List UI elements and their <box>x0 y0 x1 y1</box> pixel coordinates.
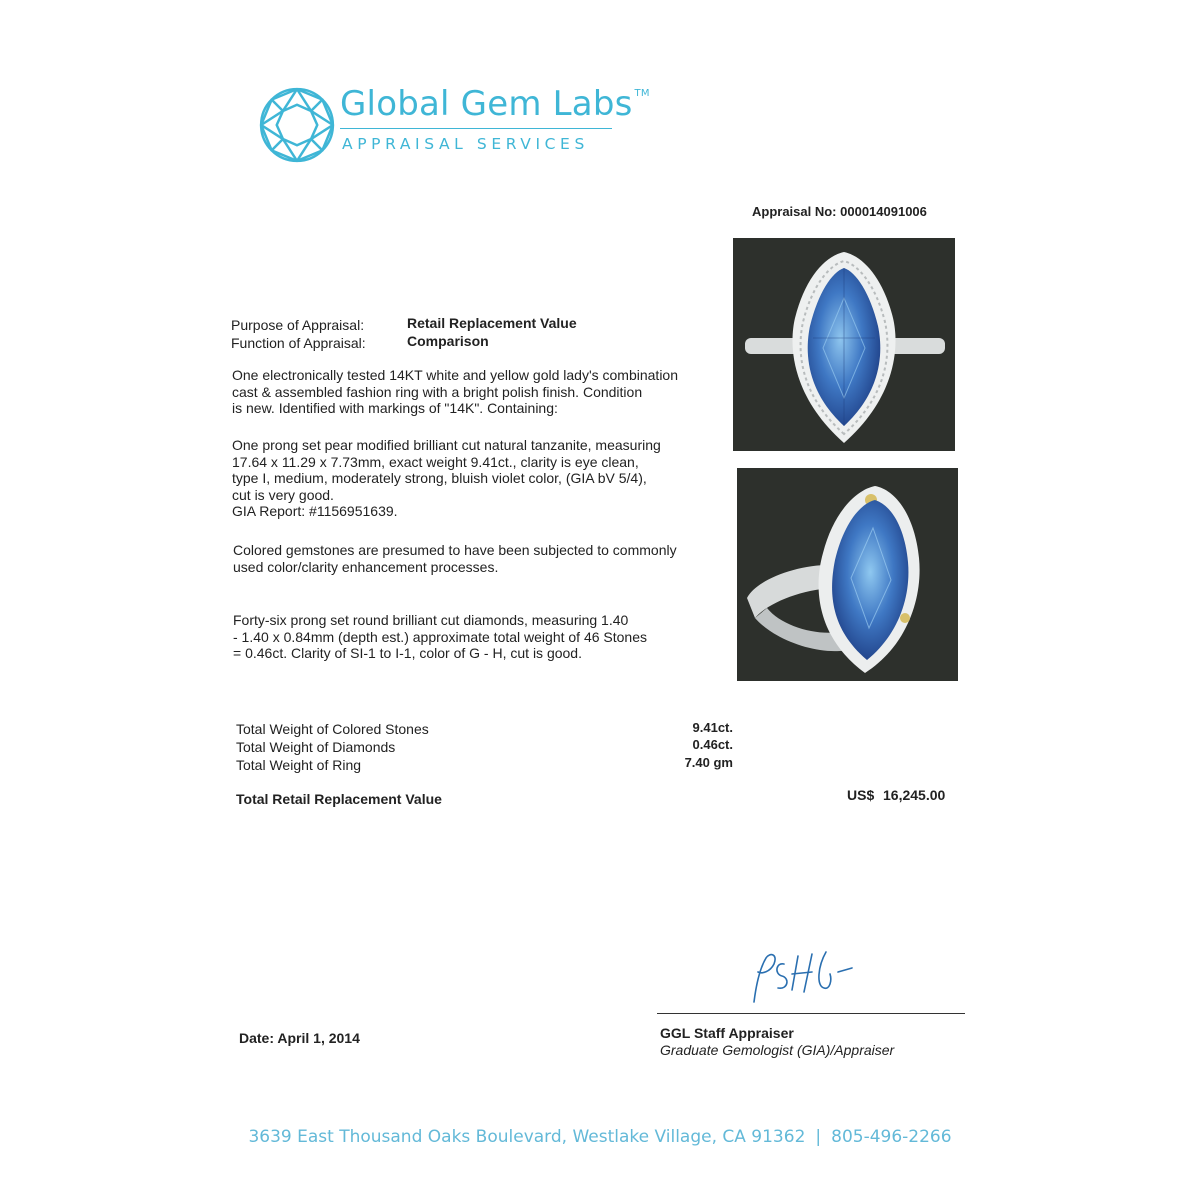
diamonds-line: Forty-six prong set round brilliant cut diamonds, measuring 1.40 <box>233 612 629 628</box>
appraiser-credential: Graduate Gemologist (GIA)/Appraiser <box>660 1042 895 1058</box>
total-colored-stones-label: Total Weight of Colored Stones <box>236 721 429 737</box>
enhancement-line: used color/clarity enhancement processes. <box>233 558 499 575</box>
description-line: One electronically tested 14KT white and yellow gold lady's combination <box>232 367 678 383</box>
retail-value-amount: 16,245.00 <box>883 787 946 803</box>
brand-title: Global Gem Labs <box>340 84 633 124</box>
tanzanite-ring-side-view-icon <box>737 468 958 681</box>
footer-separator: | <box>815 1127 822 1147</box>
appraisal-date: Date: April 1, 2014 <box>239 1030 360 1046</box>
ring-photo-top <box>733 238 955 451</box>
purpose-value: Retail Replacement Value <box>407 315 577 331</box>
ring-description <box>232 367 678 417</box>
center-stone-line: type I, medium, moderately strong, bluish violet color, (GIA bV 5/4), <box>232 470 647 486</box>
footer-address: 3639 East Thousand Oaks Boulevard, Westlake Village, CA 91362 <box>248 1127 806 1147</box>
ring-photo-side <box>737 468 958 681</box>
logo-divider <box>340 128 612 129</box>
description-line: is new. Identified with markings of "14K". Containing: <box>232 400 558 416</box>
center-stone-line: One prong set pear modified brilliant cut natural tanzanite, measuring <box>232 437 661 453</box>
total-ring-weight-label: Total Weight of Ring <box>236 757 362 773</box>
diamonds-line: = 0.46ct. Clarity of SI-1 to I-1, color of G - H, cut is good. <box>233 645 582 661</box>
appraisal-number: Appraisal No: 000014091006 <box>752 204 927 219</box>
trademark-mark: TM <box>634 88 650 99</box>
tanzanite-ring-top-view-icon <box>733 238 955 451</box>
function-value: Comparison <box>407 333 489 349</box>
purpose-label: Purpose of Appraisal: <box>231 317 365 333</box>
function-label: Function of Appraisal: <box>231 335 366 351</box>
retail-value-label: Total Retail Replacement Value <box>236 791 442 807</box>
total-colored-stones-value: 9.41ct. <box>692 720 733 735</box>
brand-subtitle: APPRAISAL SERVICES <box>342 135 589 153</box>
footer-contact <box>0 1127 1200 1147</box>
gia-report: GIA Report: #1156951639. <box>232 503 398 519</box>
brand-name <box>340 84 650 124</box>
center-stone-description <box>232 437 661 520</box>
retail-value-currency: US$ <box>847 787 875 803</box>
footer-phone: 805-496-2266 <box>831 1127 952 1147</box>
enhancement-note <box>233 542 677 575</box>
center-stone-line: 17.64 x 11.29 x 7.73mm, exact weight 9.41ct., clarity is eye clean, <box>232 453 639 470</box>
gem-outline-icon <box>258 86 336 164</box>
total-diamonds-label: Total Weight of Diamonds <box>236 739 396 755</box>
total-ring-weight-value: 7.40 gm <box>684 755 733 770</box>
enhancement-line: Colored gemstones are presumed to have been subjected to commonly <box>233 542 677 558</box>
description-line: cast & assembled fashion ring with a bright polish finish. Condition <box>232 383 643 400</box>
signature <box>740 946 860 1008</box>
total-diamonds-value: 0.46ct. <box>692 737 733 752</box>
center-stone-line: cut is very good. <box>232 486 334 503</box>
appraiser-title: GGL Staff Appraiser <box>660 1025 794 1041</box>
diamonds-description <box>233 612 647 662</box>
diamonds-line: - 1.40 x 0.84mm (depth est.) approximate total weight of 46 Stones <box>233 628 647 645</box>
signature-line <box>657 1013 965 1014</box>
